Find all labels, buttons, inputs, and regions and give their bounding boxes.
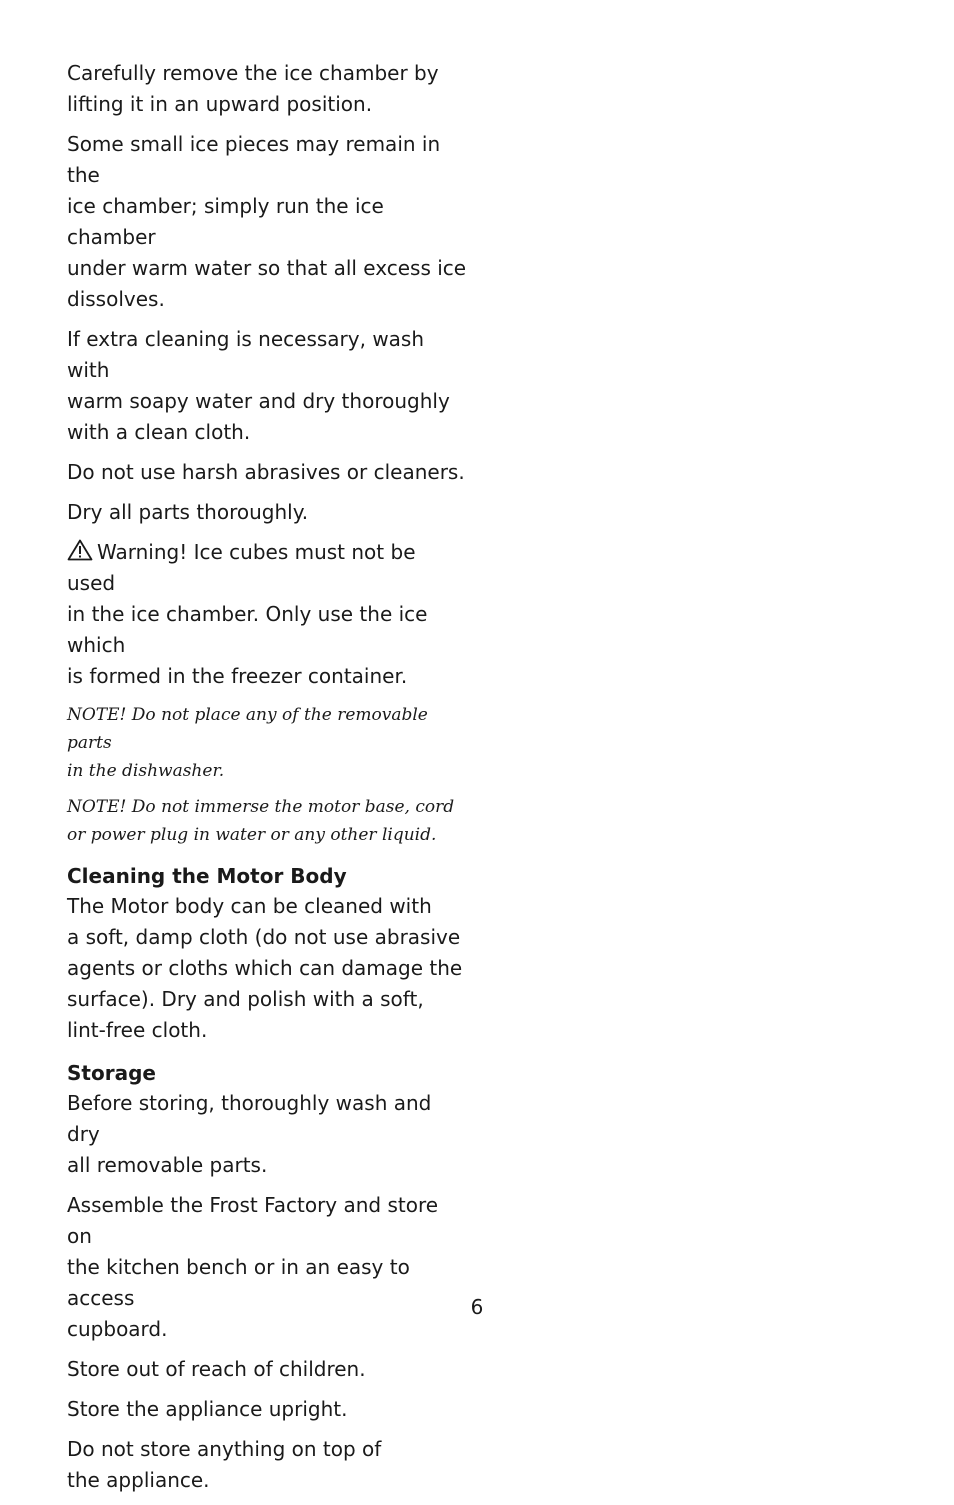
paragraph-motor-body: The Motor body can be cleaned with a soft, damp cloth (do not use abrasive agents or cloths which can damage the surface). Dry and polish with a soft, lint-free cloth.: [67, 894, 463, 1042]
paragraph-storage-top: Do not store anything on top of the appliance.: [67, 1437, 382, 1492]
paragraph-extra-cleaning: If extra cleaning is necessary, wash with warm soapy water and dry thoroughly with a clean cloth.: [67, 327, 450, 444]
paragraph-ice-pieces: Some small ice pieces may remain in the ice chamber; simply run the ice chamber under warm water so that all excess ice dissolves.: [67, 132, 467, 311]
heading-storage: Storage: [67, 1061, 156, 1085]
note-dishwasher: NOTE! Do not place any of the removable parts in the dishwasher.: [67, 705, 428, 781]
content-column: [67, 58, 467, 1505]
page-number: 6: [470, 1295, 484, 1319]
paragraph-dry-parts: Dry all parts thoroughly.: [67, 500, 309, 524]
warning-triangle-icon: [67, 539, 93, 561]
heading-cleaning-motor-body: Cleaning the Motor Body: [67, 864, 347, 888]
note-immerse: NOTE! Do not immerse the motor base, cord or power plug in water or any other liquid.: [67, 797, 455, 845]
paragraph-storage-upright: Store the appliance upright.: [67, 1397, 348, 1421]
warning-text: Warning! Ice cubes must not be used in the ice chamber. Only use the ice which is formed in the freezer container.: [67, 540, 428, 688]
paragraph-no-abrasives: Do not use harsh abrasives or cleaners.: [67, 460, 465, 484]
warning-block: [67, 537, 467, 692]
paragraph-storage-wash: Before storing, thoroughly wash and dry all removable parts.: [67, 1091, 432, 1177]
paragraph-remove-ice-chamber: Carefully remove the ice chamber by lifting it in an upward position.: [67, 61, 439, 116]
paragraph-storage-assemble: Assemble the Frost Factory and store on the kitchen bench or in an easy to access cupboard.: [67, 1193, 439, 1341]
paragraph-storage-children: Store out of reach of children.: [67, 1357, 366, 1381]
